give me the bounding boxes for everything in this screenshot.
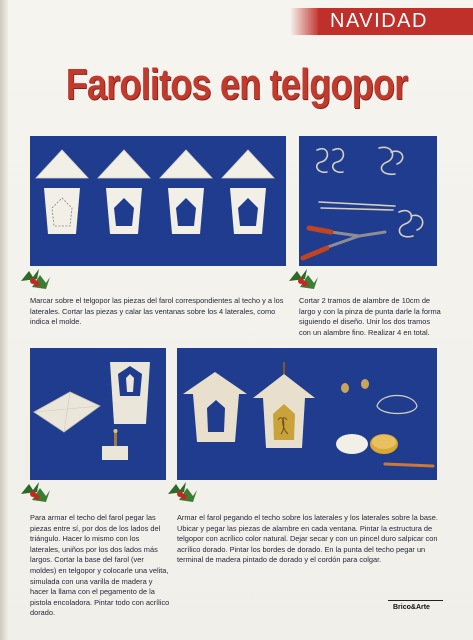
holly-icon bbox=[286, 263, 320, 293]
photo-finished-lanterns bbox=[177, 348, 437, 480]
step-1-caption: Marcar sobre el telgopor las piezas del farol correspondientes al techo y a los laterales. Cortar las piezas y calar las ventanas sobre los 4 laterales, como indica el molde. bbox=[30, 296, 284, 327]
article-title: Farolitos en telgopor bbox=[65, 60, 408, 109]
section-tag-fade bbox=[290, 8, 320, 35]
photo-roof-and-walls bbox=[30, 348, 166, 480]
holly-icon bbox=[165, 476, 199, 506]
step-4-caption: Armar el farol pegando el techo sobre los laterales y los laterales sobre la base. Ubicar y pegar las piezas de alambre en cada ventana. Pintar la estructura de telgopor con acrílico color natural. Dejar secar y con un pincel duro salpicar con acrílico dorado. Pintar los bordes de dorado. En la punta del techo pegar un terminal de madera pintado de dorado y el cordón para colgar. bbox=[177, 513, 438, 565]
holly-icon bbox=[18, 476, 52, 506]
step-2-caption: Cortar 2 tramos de alambre de 10cm de largo y con la pinza de punta darle la forma siguiendo el diseño. Unir los dos tramos con un alambre fino. Realizar 4 en total. bbox=[299, 296, 441, 337]
magazine-brand: Brico&Arte bbox=[393, 604, 430, 611]
page-binding-shadow bbox=[0, 0, 8, 640]
section-label: NAVIDAD bbox=[330, 10, 428, 32]
footer-rule bbox=[388, 600, 443, 601]
photo-cut-pieces bbox=[30, 136, 286, 266]
holly-icon bbox=[18, 263, 52, 293]
step-3-caption: Para armar el techo del farol pegar las piezas entre sí, por dos de los lados del triángulo. Hacer lo mismo con los laterales, uniños por los dos lados más largos. Cortar la base del farol (ver moldes) en telgopor y colocarle una velita, simulada con una varilla de madera y hacer la llama con el pegamento de la pistola encoladora. Pintar todo con acrílico dorado. bbox=[30, 513, 170, 618]
photo-wire-scrolls bbox=[299, 136, 437, 266]
